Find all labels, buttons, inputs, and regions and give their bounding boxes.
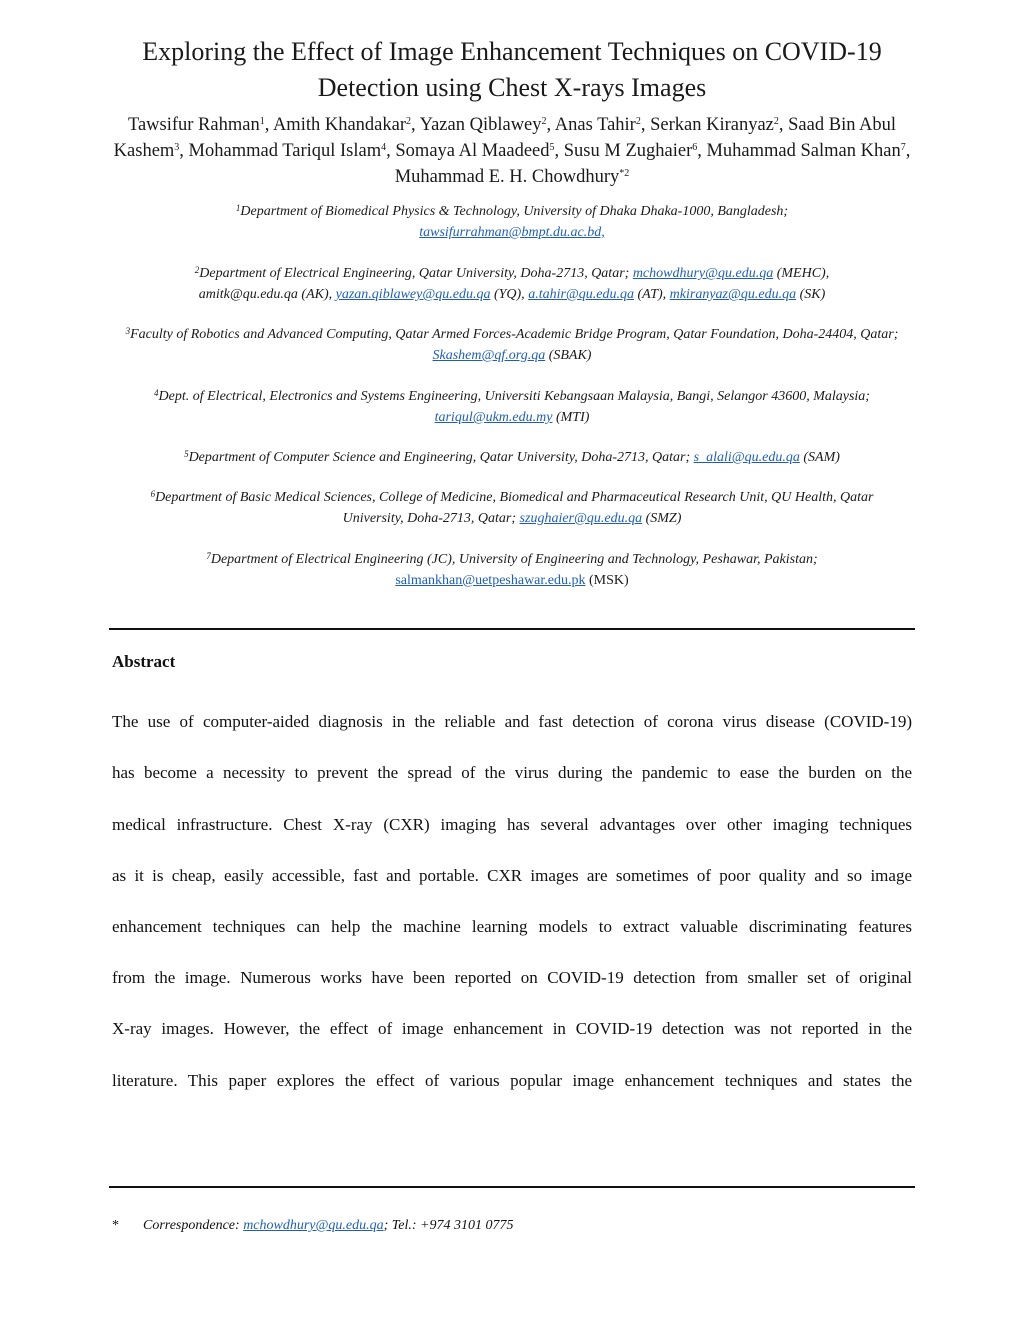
affiliation-2: [120, 260, 904, 305]
affiliation-5: [120, 444, 904, 468]
title-line-1: Exploring the Effect of Image Enhancement Techniques on COVID-19: [142, 37, 882, 66]
email-link[interactable]: mchowdhury@qu.edu.qa: [632, 266, 774, 281]
author-name: , Susu M Zughaier: [554, 141, 693, 161]
affil-tag: (MTI): [555, 410, 590, 425]
author-name: , Somaya Al Maadeed: [386, 141, 550, 161]
affil-number: 3: [125, 326, 131, 336]
affil-tag: (YQ),: [493, 287, 525, 302]
author-name: , Serkan Kiranyaz: [640, 115, 774, 135]
author-list: [100, 112, 924, 190]
abstract-heading: Abstract: [112, 652, 176, 671]
affil-number: 4: [154, 388, 159, 398]
affil-text: Faculty of Robotics and Advanced Computing, Qatar Armed Forces-Academic Bridge Program, Qatar Foundation, Doha-24404, Qatar;: [130, 327, 899, 342]
footnote-tel: ; Tel.: +974 3101 0775: [383, 1218, 514, 1233]
author-name: , Mohammad Tariqul Islam: [179, 141, 382, 161]
divider-rule: [109, 628, 915, 630]
author-affil-mark: 2: [773, 116, 779, 127]
author-affil-mark: 6: [692, 142, 698, 153]
affil-number: 1: [235, 203, 241, 213]
abstract-line: has become a necessity to prevent the spread of the virus during the pandemic to ease the burden on the: [112, 763, 912, 782]
affil-text: Department of Electrical Engineering, Qatar University, Doha-2713, Qatar;: [199, 266, 630, 281]
author-affil-mark: *2: [619, 168, 630, 179]
footnote-marker: *: [112, 1218, 119, 1233]
affil-tag: (SBAK): [548, 348, 592, 363]
affil-tag: (SMZ): [645, 511, 682, 526]
footnote-label: Correspondence:: [143, 1218, 240, 1233]
affiliation-4: [120, 383, 904, 428]
email-link[interactable]: s_alali@qu.edu.qa: [693, 450, 800, 465]
affiliation-7: [120, 546, 904, 591]
affil-tag: (MEHC),: [776, 266, 830, 281]
author-name: , Yazan Qiblawey: [411, 115, 542, 135]
affil-tag: (MSK): [589, 573, 629, 588]
affiliation-1: [120, 198, 904, 243]
abstract-line: as it is cheap, easily accessible, fast and portable. CXR images are sometimes of poor quality and so image: [112, 866, 912, 885]
abstract-line: literature. This paper explores the effect of various popular image enhancement techniques and states the: [112, 1071, 912, 1090]
email-link[interactable]: a.tahir@qu.edu.qa: [528, 287, 635, 302]
affil-number: 6: [150, 489, 156, 499]
author-affil-mark: 3: [174, 142, 180, 153]
affil-tag: (SK): [799, 287, 826, 302]
author-name: , Muhammad E. H. Chowdhury: [394, 141, 911, 187]
author-affil-mark: 1: [259, 116, 265, 127]
paper-title: [60, 34, 964, 106]
author-affil-mark: 2: [406, 116, 412, 127]
affil-text: Department of Biomedical Physics & Technology, University of Dhaka Dhaka-1000, Bangladesh;: [240, 204, 789, 219]
affiliation-6: [120, 484, 904, 529]
affil-text: amitk@qu.edu.qa (AK),: [198, 287, 333, 302]
author-name: , Muhammad Salman Khan: [697, 141, 901, 161]
affil-tag: (AT),: [637, 287, 667, 302]
affil-number: 2: [194, 265, 200, 275]
author-name: , Anas Tahir: [546, 115, 636, 135]
abstract-line: medical infrastructure. Chest X-ray (CXR) imaging has several advantages over other imaging techniques: [112, 815, 912, 834]
author-affil-mark: 7: [900, 142, 906, 153]
footnote-rule: [109, 1186, 915, 1188]
author-name: , Saad Bin Abul Kashem: [113, 115, 897, 161]
affil-number: 7: [206, 551, 211, 561]
email-link[interactable]: mkiranyaz@qu.edu.qa: [669, 287, 797, 302]
affiliation-3: [120, 321, 904, 366]
affil-text: Dept. of Electrical, Electronics and Systems Engineering, Universiti Kebangsaan Malaysia, Bangi, Selangor 43600, Malaysia;: [158, 389, 870, 404]
correspondence-email-link[interactable]: mchowdhury@qu.edu.qa: [243, 1218, 384, 1233]
title-line-2: Detection using Chest X-rays Images: [317, 73, 707, 102]
abstract-line: from the image. Numerous works have been reported on COVID-19 detection from smaller set of original: [112, 968, 912, 987]
email-link[interactable]: tawsifurrahman@bmpt.du.ac.bd,: [419, 225, 605, 240]
author-name: Tawsifur Rahman: [127, 115, 260, 135]
affil-text: Department of Electrical Engineering (JC), University of Engineering and Technology, Peshawar, Pakistan;: [210, 552, 818, 567]
correspondence-footnote: [112, 1218, 514, 1234]
author-affil-mark: 4: [381, 142, 387, 153]
author-affil-mark: 2: [635, 116, 641, 127]
email-link[interactable]: szughaier@qu.edu.qa: [519, 511, 643, 526]
abstract-line: enhancement techniques can help the machine learning models to extract valuable discriminating features: [112, 917, 912, 936]
author-name: , Amith Khandakar: [264, 115, 407, 135]
author-affil-mark: 5: [549, 142, 555, 153]
email-link[interactable]: yazan.qiblawey@qu.edu.qa: [335, 287, 491, 302]
author-affil-mark: 2: [541, 116, 547, 127]
email-link[interactable]: tariqul@ukm.edu.my: [434, 410, 553, 425]
email-link[interactable]: Skashem@qf.org.qa: [432, 348, 546, 363]
affil-tag: (SAM): [803, 450, 840, 465]
affil-text: Department of Basic Medical Sciences, College of Medicine, Biomedical and Pharmaceutical Research Unit, QU Health, Qatar University, Doha-2713, Qatar;: [155, 490, 874, 526]
email-link[interactable]: salmankhan@uetpeshawar.edu.pk: [395, 573, 586, 588]
affil-number: 5: [184, 449, 189, 459]
abstract-line: X-ray images. However, the effect of image enhancement in COVID-19 detection was not reported in the: [112, 1019, 912, 1038]
abstract-line: The use of computer-aided diagnosis in the reliable and fast detection of corona virus disease (COVID-19): [112, 712, 912, 731]
affil-text: Department of Computer Science and Engineering, Qatar University, Doha-2713, Qatar;: [188, 450, 691, 465]
